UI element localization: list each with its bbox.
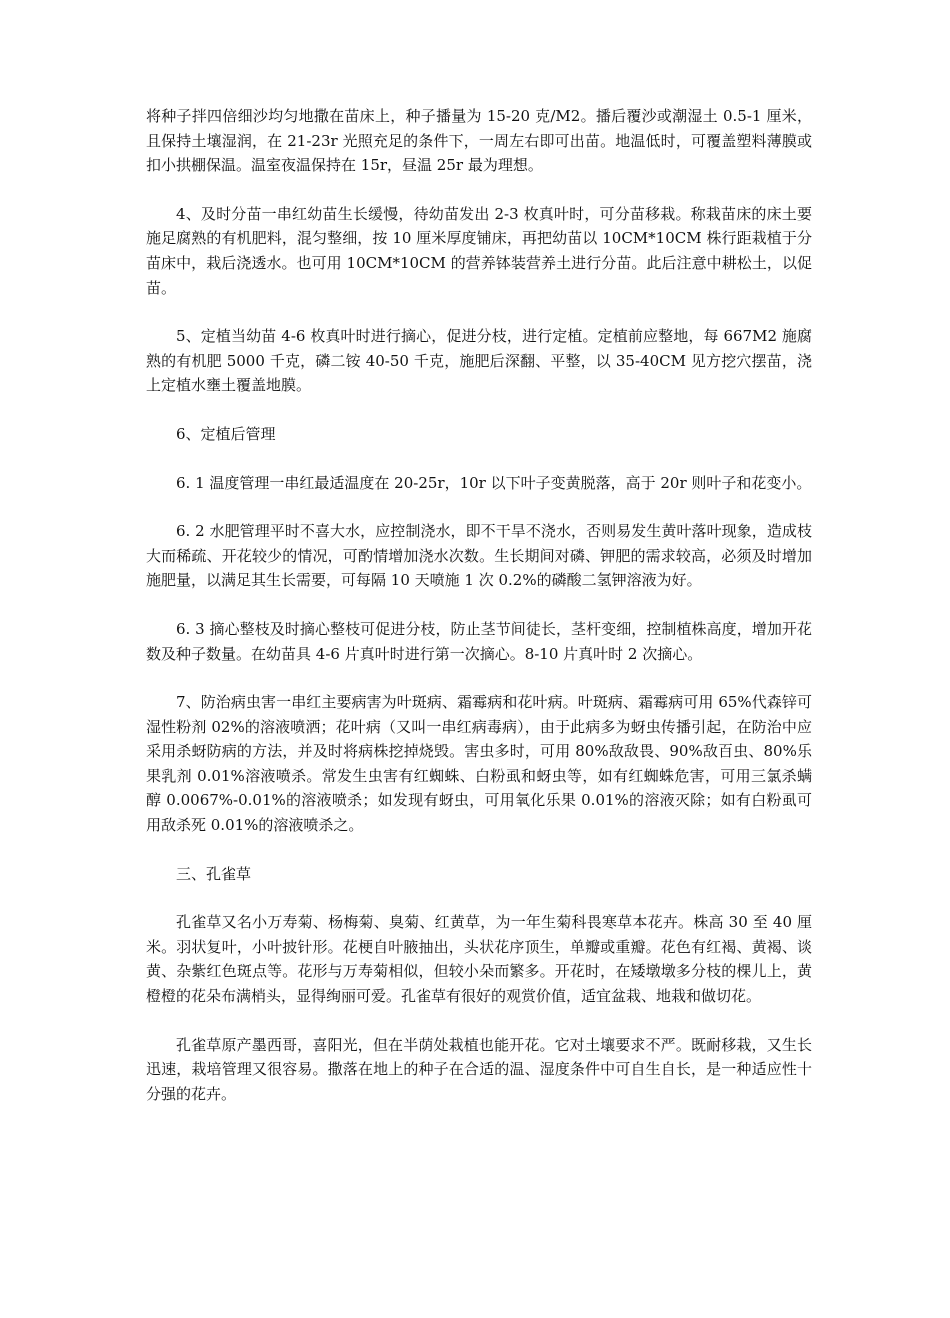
paragraph-sowing: 将种子拌四倍细沙均匀地撒在苗床上，种子播量为 15-20 克/M2。播后覆沙或潮湿土 0.5-1 厘米，且保持土壤湿润，在 21-23r 光照充足的条件下，一周左右即可出苗。地温低时，可覆盖塑料薄膜或扣小拱棚保温。温室夜温保持在 15r，昼温 25r 最为理想。 <box>146 107 812 175</box>
paragraph-step6-1-temperature: 6. 1 温度管理一串红最适温度在 20-25r，10r 以下叶子变黄脱落，高于 20r 则叶子和花变小。 <box>176 473 812 492</box>
paragraph-marigold-description: 孔雀草又名小万寿菊、杨梅菊、臭菊、红黄草，为一年生菊科畏寒草本花卉。株高 30 至 40 厘米。羽状复叶，小叶披针形。花梗自叶腋抽出，头状花序顶生，单瓣或重瓣。花色有红褐、黄褐、谈黄、杂紫红色斑点等。花形与万寿菊相似，但较小朵而繁多。开花时，在矮墩墩多分枝的棵儿上，黄橙橙的花朵布满梢头，显得绚丽可爱。孔雀草有很好的观赏价值，适宜盆栽、地栽和做切花。 <box>146 913 812 1006</box>
heading-section3-french-marigold: 三、孔雀草 <box>176 864 252 883</box>
paragraph-step4-seedling-division: 4、及时分苗一串红幼苗生长缓慢，待幼苗发出 2-3 枚真叶时，可分苗移栽。称栽苗床的床土要施足腐熟的有机肥料，混匀整细，按 10 厘米厚度铺床，再把幼苗以 10CM*10CM 株行距栽植于分苗床中，栽后浇透水。也可用 10CM*10CM 的营养钵装营养土进行分苗。此后注意中耕松土，以促苗。 <box>146 204 812 297</box>
paragraph-step6-3-pinching: 6. 3 摘心整枝及时摘心整枝可促进分枝，防止茎节间徒长，茎杆变细，控制植株高度，增加开花数及种子数量。在幼苗具 4-6 片真叶时进行第一次摘心。8-10 片真叶时 2 次摘心。 <box>146 619 812 663</box>
paragraph-step5-planting: 5、定植当幼苗 4-6 枚真叶时进行摘心，促进分枝，进行定植。定植前应整地，每 667M2 施腐熟的有机肥 5000 千克，磷二铵 40-50 千克，施肥后深翻、平整，以 35-40CM 见方挖穴摆苗，浇上定植水壅土覆盖地膜。 <box>146 327 812 395</box>
paragraph-step7-pest-control: 7、防治病虫害一串红主要病害为叶斑病、霜霉病和花叶病。叶斑病、霜霉病可用 65%代森锌可湿性粉剂 02%的溶液喷洒；花叶病（又叫一串红病毒病），由于此病多为蚜虫传播引起，在防治中应采用杀蚜防病的方法，并及时将病株挖掉烧毁。害虫多时，可用 80%敌敌畏、90%敌百虫、80%乐果乳剂 0.01%溶液喷杀。常发生虫害有红蜘蛛、白粉虱和蚜虫等，如有红蜘蛛危害，可用三氯杀螨醇 0.0067%-0.01%的溶液喷杀；如发现有蚜虫，可用氧化乐果 0.01%的溶液灭除；如有白粉虱可用敌杀死 0.01%的溶液喷杀之。 <box>146 693 812 835</box>
heading-step6-post-planting-management: 6、定植后管理 <box>176 424 276 443</box>
paragraph-step6-2-water-fertilizer: 6. 2 水肥管理平时不喜大水，应控制浇水，即不干旱不浇水，否则易发生黄叶落叶现象，造成枝大而稀疏、开花较少的情况，可酌情增加浇水次数。生长期间对磷、钾肥的需求较高，必须及时增加施肥量，以满足其生长需要，可每隔 10 天喷施 1 次 0.2%的磷酸二氢钾溶液为好。 <box>146 522 812 590</box>
document-body <box>146 104 812 1130</box>
paragraph-marigold-origin: 孔雀草原产墨西哥，喜阳光，但在半荫处栽植也能开花。它对土壤要求不严。既耐移栽，又生长迅速，栽培管理又很容易。撒落在地上的种子在合适的温、湿度条件中可自生自长，是一种适应性十分强的花卉。 <box>146 1035 812 1103</box>
